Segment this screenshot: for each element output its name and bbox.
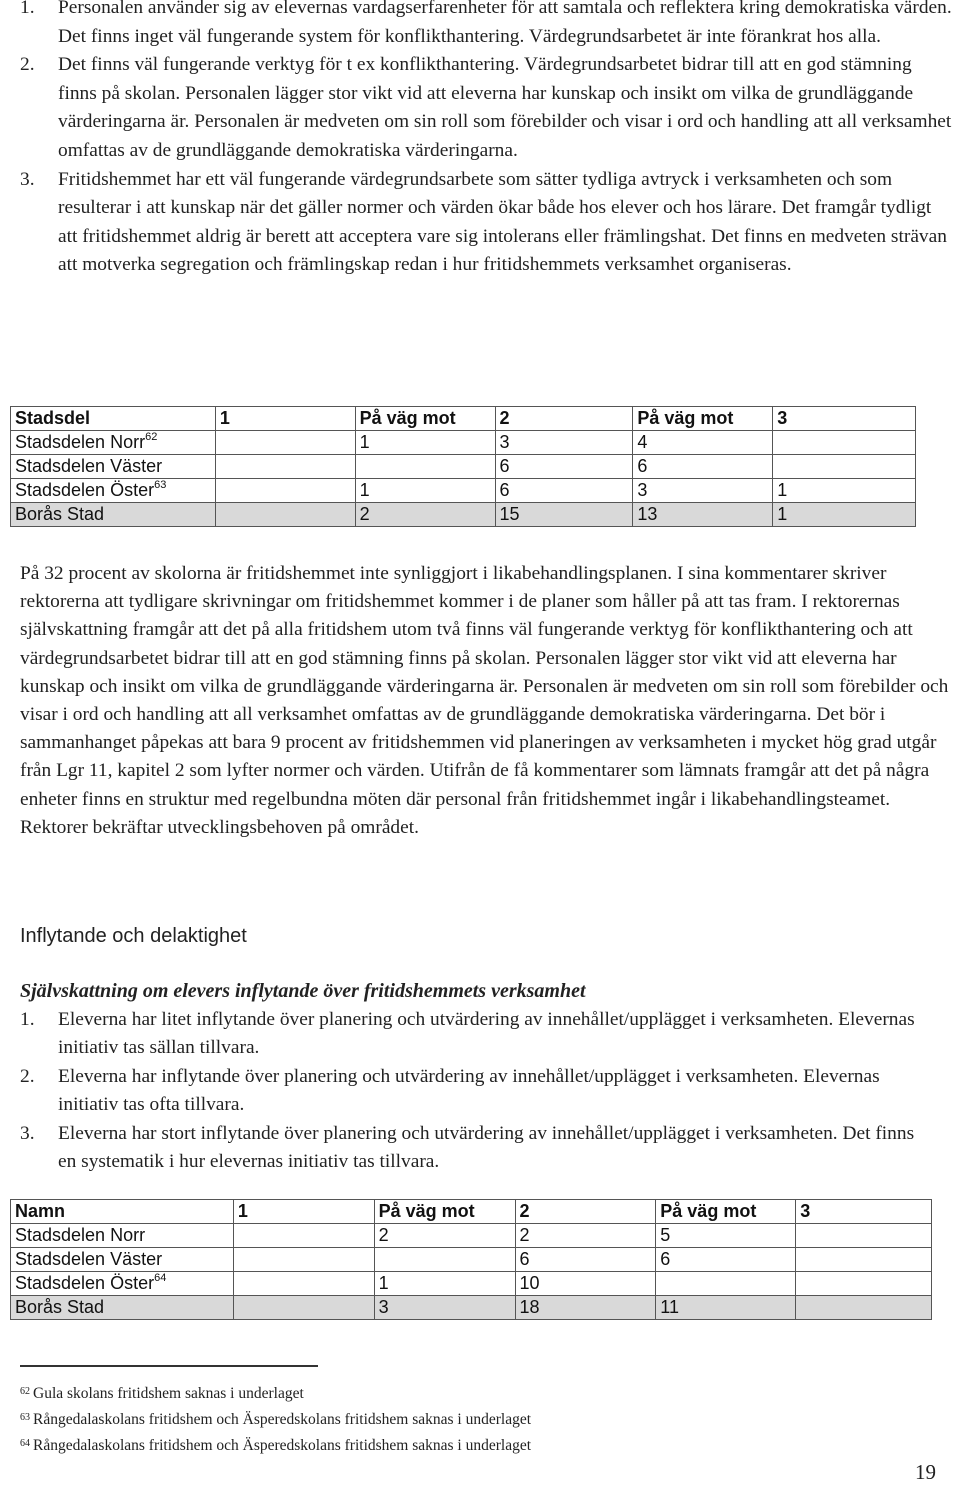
table-cell xyxy=(796,1272,932,1296)
table-cell: 6 xyxy=(495,479,633,503)
footnote-text: Rångedalaskolans fritidshem och Äsperedskolans fritidshem saknas i underlaget xyxy=(33,1437,532,1454)
table-cell xyxy=(796,1296,932,1320)
table-cell: 3 xyxy=(633,479,773,503)
item-text: Eleverna har inflytande över planering och utvärdering av innehållet/upplägget i verksamheten. Elevernas initiativ tas ofta tillvara. xyxy=(58,1065,880,1116)
table-cell xyxy=(233,1248,374,1272)
footnotes xyxy=(20,1380,531,1458)
table-cell: 5 xyxy=(656,1224,796,1248)
table-row xyxy=(11,431,916,455)
item-number: 2. xyxy=(20,54,35,76)
row-label: Stadsdelen Öster$^{64}$ xyxy=(11,1272,234,1296)
footnote-ref: 63 xyxy=(154,479,167,491)
table-row xyxy=(11,455,916,479)
table-cell xyxy=(773,455,916,479)
table-cell xyxy=(215,479,355,503)
table-row xyxy=(11,479,916,503)
table-total-row xyxy=(11,503,916,527)
item-number: 2. xyxy=(20,1065,35,1087)
table-cell: 10 xyxy=(515,1272,656,1296)
item-number: 1. xyxy=(20,0,35,18)
row-label: Borås Stad xyxy=(11,1296,234,1320)
column-header: 3 xyxy=(796,1200,932,1224)
influence-criteria-list xyxy=(20,1006,920,1176)
row-label: Stadsdelen Väster xyxy=(11,1248,234,1272)
table-cell: 15 xyxy=(495,503,633,527)
row-label: Stadsdelen Öster$^{63}$ xyxy=(11,479,216,503)
criteria-item-3 xyxy=(20,166,955,280)
footnote-number: 63 xyxy=(20,1412,30,1423)
footnote-text: Gula skolans fritidshem saknas i underlaget xyxy=(33,1385,304,1402)
footnote-ref: 64 xyxy=(154,1272,167,1284)
table-cell: 18 xyxy=(515,1296,656,1320)
table-cell xyxy=(215,431,355,455)
table-cell: 6 xyxy=(495,455,633,479)
table-cell xyxy=(233,1272,374,1296)
item-text: Eleverna har stort inflytande över planering och utvärdering av innehållet/upplägget i verksamheten. Det finns en systematik i hur elevernas initiativ tas tillvara. xyxy=(58,1122,915,1173)
table-cell: 1 xyxy=(773,479,916,503)
table-cell: 2 xyxy=(515,1224,656,1248)
table-cell xyxy=(656,1272,796,1296)
table-cell: 1 xyxy=(374,1272,515,1296)
column-header: 3 xyxy=(773,407,916,431)
footnote-text: Rångedalaskolans fritidshem och Äsperedskolans fritidshem saknas i underlaget xyxy=(33,1411,532,1428)
namn-results-table xyxy=(10,1199,932,1320)
section-heading: Inflytande och delaktighet xyxy=(20,925,247,947)
footnote xyxy=(20,1432,531,1458)
column-header: Stadsdel xyxy=(11,407,216,431)
table-cell: 3 xyxy=(374,1296,515,1320)
table-row xyxy=(11,1224,932,1248)
page-number: 19 xyxy=(915,1460,936,1484)
table-header-row xyxy=(11,1200,932,1224)
table-cell xyxy=(233,1224,374,1248)
item-number: 3. xyxy=(20,1122,35,1144)
table-cell xyxy=(355,455,495,479)
table-cell: 6 xyxy=(515,1248,656,1272)
criteria-item-1 xyxy=(20,1006,920,1063)
column-header: På väg mot xyxy=(374,1200,515,1224)
table-cell: 1 xyxy=(773,503,916,527)
row-label: Stadsdelen Norr xyxy=(11,1224,234,1248)
table-cell: 1 xyxy=(355,479,495,503)
row-label: Stadsdelen Väster xyxy=(11,455,216,479)
column-header: Namn xyxy=(11,1200,234,1224)
footnote-ref: 62 xyxy=(145,431,158,443)
table-cell xyxy=(773,431,916,455)
stadsdel-results-table xyxy=(10,406,916,527)
column-header: På väg mot xyxy=(633,407,773,431)
row-label: Borås Stad xyxy=(11,503,216,527)
table-cell: 1 xyxy=(355,431,495,455)
table-cell: 3 xyxy=(495,431,633,455)
table-cell: 13 xyxy=(633,503,773,527)
criteria-item-2 xyxy=(20,1063,920,1120)
item-text: Personalen använder sig av elevernas vardagserfarenheter för att samtala och reflektera kring demokratiska värden. Det finns inget väl fungerande system för konflikthantering. Värdegrundsarbetet är inte förankrat hos alla. xyxy=(58,0,952,47)
table-cell: 2 xyxy=(374,1224,515,1248)
column-header: 1 xyxy=(215,407,355,431)
table-cell: 6 xyxy=(656,1248,796,1272)
table-row xyxy=(11,1248,932,1272)
column-header: 2 xyxy=(495,407,633,431)
row-label: Stadsdelen Norr$^{62}$ xyxy=(11,431,216,455)
column-header: 1 xyxy=(233,1200,374,1224)
criteria-item-1 xyxy=(20,0,955,51)
item-text: Fritidshemmet har ett väl fungerande värdegrundsarbete som sätter tydliga avtryck i verksamheten och som resulterar i att kunskap när det gäller normer och värden ökar både hos elever och hos lärare. Det framgår tydligt att fritidshemmet aldrig är berett att acceptera vare sig intolerans eller främlingshat. Det finns en medveten strävan att motverka segregation och främlingskap redan i hur fritidshemmets verksamhet organiseras. xyxy=(58,168,947,276)
item-number: 3. xyxy=(20,168,35,190)
footnote-number: 62 xyxy=(20,1386,30,1397)
item-text: Det finns väl fungerande verktyg för t ex konflikthantering. Värdegrundsarbetet bidrar till att en god stämning finns på skolan. Personalen lägger stor vikt vid att eleverna har kunskap och insikt om vilka de grundläggande värderingarna är. Personalen är medveten om sin roll som förebilder och visar i ord och handling att all verksamhet omfattas av de grundläggande demokratiska värderingarna. xyxy=(58,54,952,161)
table-row xyxy=(11,1272,932,1296)
table-cell xyxy=(796,1224,932,1248)
column-header: På väg mot xyxy=(656,1200,796,1224)
table-cell: 11 xyxy=(656,1296,796,1320)
table-cell: 6 xyxy=(633,455,773,479)
footnote xyxy=(20,1380,531,1406)
subheading: Självskattning om elevers inflytande över fritidshemmets verksamhet xyxy=(20,980,586,1002)
column-header: På väg mot xyxy=(355,407,495,431)
table-cell xyxy=(215,503,355,527)
body-paragraph: På 32 procent av skolorna är fritidshemmet inte synliggjort i likabehandlingsplanen. I sina kommentarer skriver rektorerna att tydligare skrivningar om fritidshemmet kommer i de planer som håller på att tas fram. I rektorernas självskattning framgår att det på alla fritidshem utom två finns väl fungerande verktyg för konflikthantering och att värdegrundsarbetet bidrar till att en god stämning finns på skolan. Personalen lägger stor vikt vid att eleverna har kunskap och insikt om vilka de grundläggande värderingarna är. Personalen är medveten om sin roll som förebilder och visar i ord och handling att all verksamhet omfattas av de grundläggande demokratiska värderingarna. Det bör i sammanhanget påpekas att bara 9 procent av fritidshemmen vid planeringen av verksamheten i mycket hög grad utgår från Lgr 11, kapitel 2 som lyfter normer och värden. Utifrån de få kommentarer som lämnats framgår att det på några enheter finns en struktur med regelbundna möten där personal från fritidshemmet ingår i likabehandlingsteamet. Rektorer bekräftar utvecklingsbehoven på området. xyxy=(20,563,949,838)
footnote xyxy=(20,1406,531,1432)
criteria-item-2 xyxy=(20,51,955,165)
table-cell: 4 xyxy=(633,431,773,455)
footnote-number: 64 xyxy=(20,1438,30,1449)
criteria-item-3 xyxy=(20,1120,920,1177)
column-header: 2 xyxy=(515,1200,656,1224)
grading-criteria-list xyxy=(20,0,955,280)
table-cell xyxy=(796,1248,932,1272)
table-header-row xyxy=(11,407,916,431)
table-total-row xyxy=(11,1296,932,1320)
item-text: Eleverna har litet inflytande över planering och utvärdering av innehållet/upplägget i verksamheten. Elevernas initiativ tas sällan tillvara. xyxy=(58,1009,915,1059)
item-number: 1. xyxy=(20,1009,35,1030)
footnote-divider xyxy=(20,1365,318,1367)
table-cell: 2 xyxy=(355,503,495,527)
table-cell xyxy=(215,455,355,479)
table-cell xyxy=(233,1296,374,1320)
table-cell xyxy=(374,1248,515,1272)
